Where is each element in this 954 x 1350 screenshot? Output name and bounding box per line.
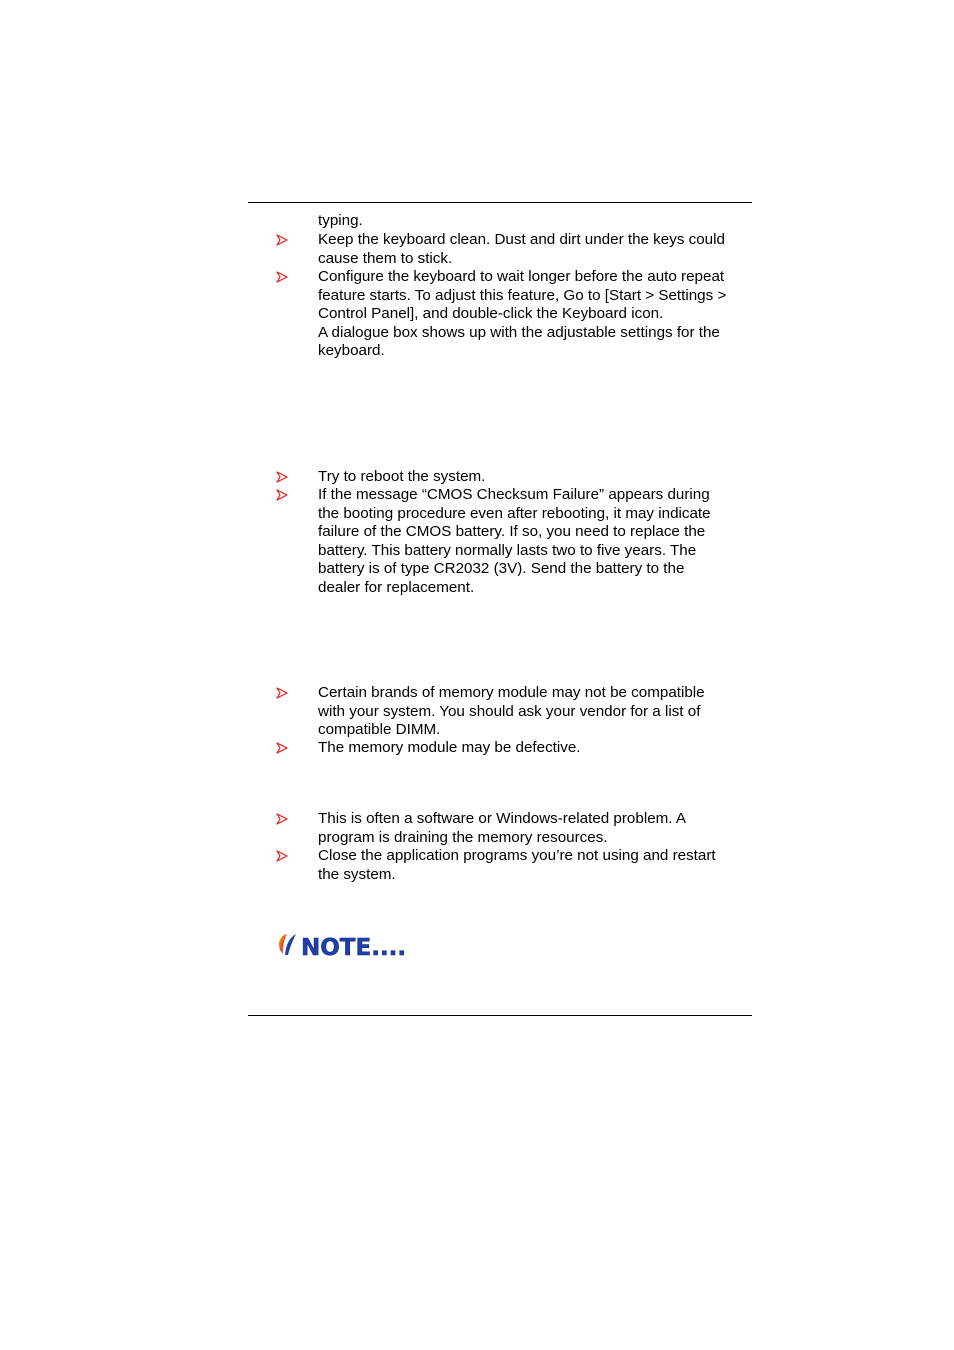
- arrowhead-bullet-icon: [276, 268, 290, 287]
- list-item-line: Try to reboot the system.: [318, 468, 486, 485]
- list-item-line: If the message “CMOS Checksum Failure” appears during: [318, 486, 710, 503]
- header-rule: [248, 202, 752, 203]
- note-logo-icon: [276, 930, 410, 960]
- arrowhead-bullet-icon: [276, 810, 290, 829]
- list-item-line: keyboard.: [318, 342, 385, 359]
- list-item-line: This is often a software or Windows-related problem. A: [318, 810, 687, 827]
- list-item-line: cause them to stick.: [318, 249, 453, 267]
- list-item-line: Certain brands of memory module may not be compatible: [318, 684, 705, 701]
- arrowhead-bullet-icon: [276, 684, 290, 703]
- list-item-line: Configure the keyboard to wait longer before the auto repeat: [318, 268, 725, 285]
- arrowhead-bullet-icon: [276, 231, 290, 250]
- list-item-line: dealer for replacement.: [318, 578, 475, 596]
- arrowhead-bullet-icon: [276, 468, 290, 487]
- arrowhead-bullet-icon: [276, 486, 290, 505]
- list-item-line: battery is of type CR2032 (3V). Send the battery to the: [318, 560, 685, 577]
- list-item-line: feature starts. To adjust this feature, Go to [Start > Settings >: [318, 286, 727, 304]
- list-item-line: with your system. You should ask your vendor for a list of: [318, 702, 701, 720]
- list-item-line: battery. This battery normally lasts two to five years. The: [318, 541, 697, 559]
- list-item-line: Control Panel], and double-click the Keyboard icon.: [318, 305, 664, 322]
- list-item-line: The memory module may be defective.: [318, 739, 581, 756]
- list-item-line: Close the application programs you’re not using and restart: [318, 847, 716, 864]
- list-item-line: A dialogue box shows up with the adjustable settings for the: [318, 323, 720, 341]
- footer-rule: [248, 1015, 752, 1016]
- list-item-line: compatible DIMM.: [318, 721, 441, 738]
- arrowhead-bullet-icon: [276, 847, 290, 866]
- list-item-line: the booting procedure even after rebooting, it may indicate: [318, 504, 711, 522]
- list-item-line: Keep the keyboard clean. Dust and dirt under the keys could: [318, 231, 725, 248]
- list-item-line: failure of the CMOS battery. If so, you need to replace the: [318, 523, 706, 540]
- svg-text:NOTE....: NOTE....: [301, 935, 407, 960]
- list-item-line: program is draining the memory resources.: [318, 828, 608, 846]
- arrowhead-bullet-icon: [276, 739, 290, 758]
- list-item-line: the system.: [318, 865, 396, 883]
- continuation-text: typing.: [318, 212, 363, 229]
